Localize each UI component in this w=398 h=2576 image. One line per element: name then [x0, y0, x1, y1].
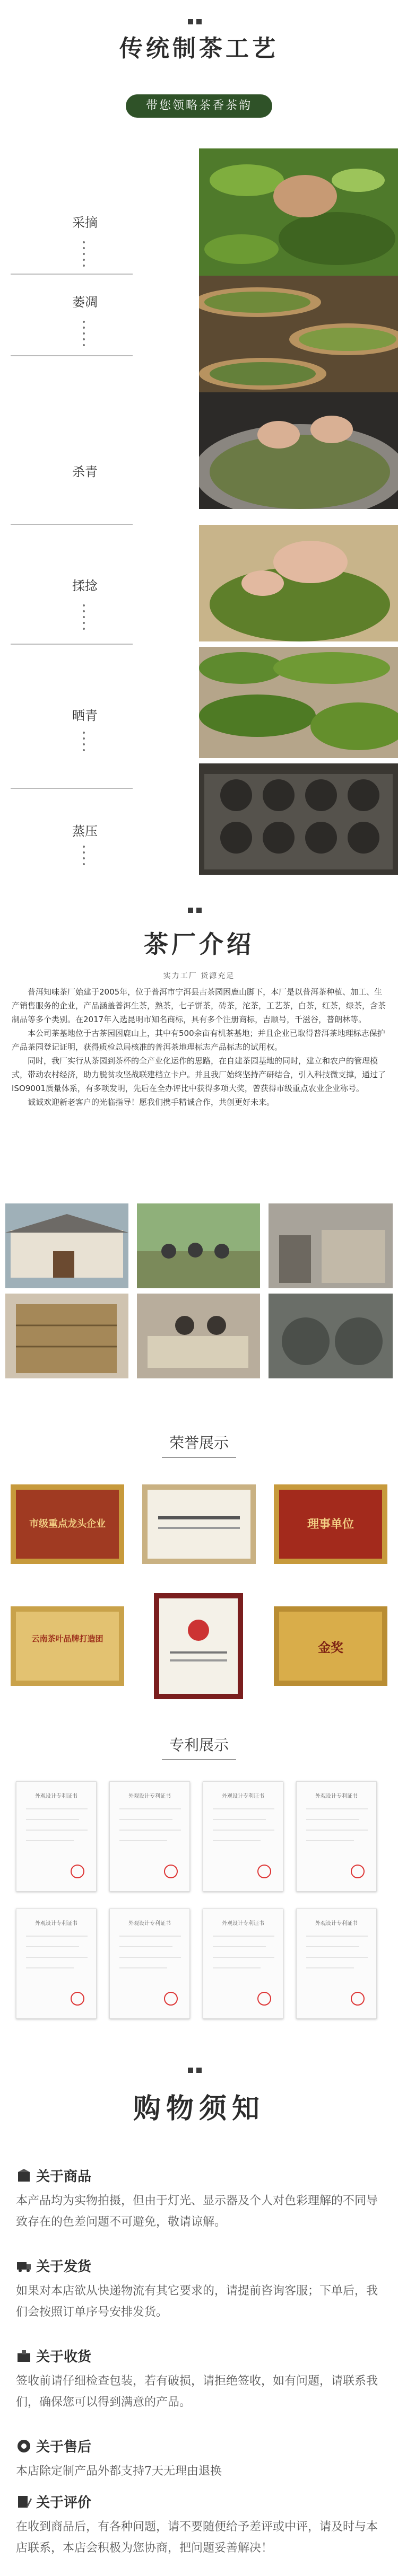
award-text: 云南茶叶品牌打造团: [31, 1634, 103, 1643]
patent-doc-title: 外观设计专利证书: [315, 1921, 358, 1927]
notice-deco-squares: [188, 2068, 202, 2073]
factory-paragraph: 本公司茶基地位于古茶园困鹿山上，其中有500余亩有机茶基地；并且企业已取得普洱茶地理标志保护产品茶园登记证明，获得质检总局核准的普洱茶地理标志产品标志的试用权。: [12, 1028, 385, 1052]
craft-step: [0, 525, 398, 641]
craft-step-label: 蒸压: [72, 824, 98, 839]
patent-certificate: [203, 1909, 283, 2019]
tea-fixing-photo: [199, 392, 398, 509]
craft-title: 传统制茶工艺: [119, 35, 279, 62]
step-divider: [11, 355, 133, 356]
step-divider: [11, 644, 133, 645]
after-sales-icon: [16, 2438, 32, 2454]
award-text: 理事单位: [307, 1517, 354, 1531]
notice-item-body: 本产品均为实物拍摄，但由于灯光、显示器及个人对色彩理解的不同导致存在的色差问题不可避免，敬请谅解。: [16, 2194, 378, 2229]
craft-step-label: 晒青: [72, 708, 98, 723]
factory-packing-photo: [137, 1294, 260, 1378]
notice-item: [16, 2256, 382, 2323]
honors-title: 荣誉展示: [169, 1434, 229, 1452]
header-deco-squares: [188, 19, 202, 24]
tea-pressing-photo: [199, 763, 398, 875]
factory-title: 茶厂介绍: [144, 930, 254, 959]
tea-picking-photo: [199, 148, 398, 276]
step-divider: [11, 274, 133, 275]
craft-step-label: 揉捻: [72, 578, 98, 593]
factory-description: [12, 985, 386, 1109]
tea-rolling-photo: [199, 525, 398, 641]
factory-paragraph: 普洱知味茶厂始建于2005年，位于普洱市宁洱县古茶园困鹿山脚下，本厂是以普洱茶种植、加工、生产销售服务的企业，产品涵盖普洱生茶，熟茶，七子饼茶，砖茶，沱茶，工艺茶，白茶，红茶，绿茶，含茶制品等多个类别。在2017年入选昆明市知名商标，具有多个注册商标，吉顺号，千滋谷，普朗林等。: [12, 987, 386, 1024]
award-plaque: [154, 1593, 243, 1699]
craft-step: [0, 276, 398, 392]
patent-doc-title: 外观设计专利证书: [315, 1793, 358, 1799]
award-plaque: [11, 1606, 124, 1686]
patents-heading: [0, 1734, 398, 1760]
receive-package-icon: [16, 2348, 32, 2364]
patent-doc-title: 外观设计专利证书: [35, 1921, 77, 1927]
notice-item: [16, 2166, 382, 2233]
award-text: 金奖: [318, 1640, 343, 1655]
factory-deco-squares: [188, 908, 202, 913]
factory-machinery-photo: [269, 1294, 393, 1378]
notice-item: [16, 2492, 382, 2559]
craft-step-label: 萎凋: [72, 295, 98, 310]
notice-title: 购物须知: [133, 2093, 265, 2125]
award-text: 市级重点龙头企业: [29, 1518, 106, 1529]
step-dots: [83, 604, 87, 630]
patent-doc-title: 外观设计专利证书: [35, 1793, 77, 1799]
craft-subtitle: 带您领略茶香茶韵: [126, 94, 272, 118]
notice-item-body: 签收前请仔细检查包装，若有破损，请拒绝签收，如有问题，请联系我们，确保您可以得到满意的产品。: [16, 2375, 378, 2409]
notice-item-head: 关于售后: [36, 2439, 92, 2455]
notice-item-body: 如果对本店欲从快递物流有其它要求的，请提前咨询客服；下单后，我们会按照订单序号安排发货。: [16, 2284, 378, 2319]
factory-workshop-photo: [269, 1203, 393, 1288]
patent-doc-title: 外观设计专利证书: [222, 1921, 264, 1927]
craft-step: [0, 758, 398, 875]
notice-item-body: 在收到商品后，有各种问题，请不要随便给予差评或中评，请及时与本店联系，本店会积极为您协商，把问题妥善解决！: [16, 2520, 378, 2555]
patent-certificate: [109, 1909, 190, 2019]
tea-withering-photo: [199, 276, 398, 392]
patent-certificate: [203, 1781, 283, 1892]
tea-sun-drying-photo: [199, 647, 398, 758]
award-plaque: [274, 1484, 387, 1564]
patents-title: 专利展示: [169, 1736, 229, 1754]
honors-heading: [0, 1431, 398, 1458]
craft-step: [0, 641, 398, 758]
notice-item: [16, 2346, 382, 2413]
review-pen-icon: [16, 2494, 32, 2510]
factory-paragraph: 诚诚欢迎新老客户的光临指导！愿我们携手精诚合作，共创更好未来。: [28, 1097, 275, 1107]
notice-item: [16, 2436, 382, 2482]
patent-doc-title: 外观设计专利证书: [128, 1921, 171, 1927]
step-dots: [83, 321, 87, 346]
delivery-truck-icon: [16, 2258, 32, 2274]
craft-step: [0, 148, 398, 276]
award-plaque: [274, 1606, 387, 1686]
product-box-icon: [16, 2168, 32, 2184]
notice-item-body: 本店除定制产品外都支持7天无理由退换: [16, 2465, 222, 2478]
factory-storage-photo: [5, 1294, 128, 1378]
patent-certificate: [16, 1781, 97, 1892]
award-plaque: [11, 1484, 124, 1564]
patent-certificate: [109, 1781, 190, 1892]
step-dots: [83, 241, 87, 267]
patent-doc-title: 外观设计专利证书: [222, 1793, 264, 1799]
craft-step-label: 采摘: [72, 215, 98, 230]
craft-step-label: 杀青: [72, 464, 98, 479]
patent-certificate: [296, 1781, 377, 1892]
factory-paragraph: 同时，我厂实行从茶园到茶杯的全产业化运作的思路，在自建茶园基地的同时，建立和农户的管理模式，带动农村经济，助力脱贫攻坚战联建档立卡户。并且我厂始终坚持产研结合，引入科技微支撑，通过了ISO9001质量体系，有多项发明，先后在全办评比中获得多项大奖，曾获得市级重点农业企业称号。: [12, 1056, 386, 1093]
factory-group-photo: [137, 1203, 260, 1288]
notice-item-head: 关于收货: [36, 2349, 92, 2365]
step-dots: [83, 846, 87, 865]
craft-step: [0, 392, 398, 525]
patent-certificate: [296, 1909, 377, 2019]
step-dots: [83, 732, 87, 751]
notice-item-head: 关于商品: [36, 2169, 92, 2185]
notice-item-head: 关于发货: [36, 2259, 92, 2275]
step-divider: [11, 788, 133, 789]
factory-building-photo: [5, 1203, 128, 1288]
factory-subtitle: 实力工厂 货源充足: [163, 972, 235, 980]
notice-item-head: 关于评价: [36, 2495, 92, 2511]
patent-doc-title: 外观设计专利证书: [128, 1793, 171, 1799]
award-plaque: [142, 1484, 256, 1564]
patent-certificate: [16, 1909, 97, 2019]
